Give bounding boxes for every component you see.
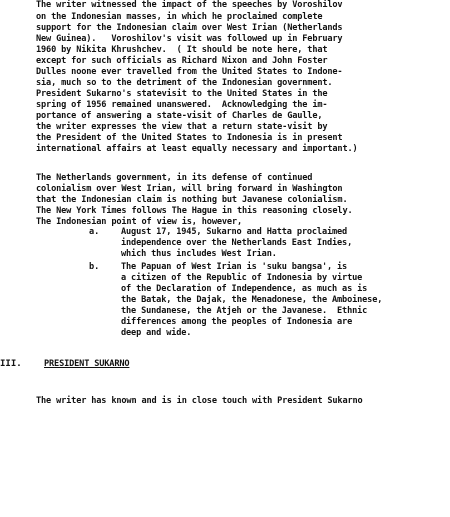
text-line: President Sukarno's statevisit to the United States in the	[36, 89, 328, 99]
list-item-label: a.	[89, 227, 100, 237]
text-line: The Indonesian point of view is, however,	[36, 217, 242, 227]
section-number: III.	[0, 359, 22, 369]
text-line: the Sundanese, the Atjeh or the Javanese. Ethnic	[121, 306, 368, 316]
text-line: sia, much so to the detriment of the Indonesian government.	[36, 78, 333, 88]
text-line: deep and wide.	[121, 328, 192, 338]
text-line: the writer expresses the view that a return state-visit by	[36, 122, 328, 132]
list-item-label: b.	[89, 262, 100, 272]
text-line: international affairs at least equally necessary and important.)	[36, 144, 358, 154]
text-line: the President of the United States to Indonesia is in present	[36, 133, 343, 143]
text-line: except for such officials as Richard Nixon and John Foster	[36, 56, 328, 66]
text-line: The writer witnessed the impact of the speeches by Voroshilov	[36, 0, 343, 10]
text-line: The Netherlands government, in its defense of continued	[36, 173, 313, 183]
text-line: spring of 1956 remained unanswered. Acknowledging the im-	[36, 100, 328, 110]
text-line: support for the Indonesian claim over West Irian (Netherlands	[36, 23, 343, 33]
text-line: on the Indonesian masses, in which he proclaimed complete	[36, 12, 323, 22]
text-line: that the Indonesian claim is nothing but Javanese colonialism.	[36, 195, 348, 205]
text-line: which thus includes West Irian.	[121, 249, 277, 259]
text-line: differences among the peoples of Indonesia are	[121, 317, 353, 327]
text-line: The New York Times follows The Hague in this reasoning closely.	[36, 206, 353, 216]
text-line: independence over the Netherlands East Indies,	[121, 238, 353, 248]
text-line: The Papuan of West Irian is 'suku bangsa', is	[121, 262, 348, 272]
text-line: New Guinea). Voroshilov's visit was followed up in February	[36, 34, 343, 44]
text-line: a citizen of the Republic of Indonesia by virtue	[121, 273, 363, 283]
text-line: The writer has known and is in close touch with President Sukarno	[36, 396, 363, 406]
text-line: of the Declaration of Independence, as much as is	[121, 284, 368, 294]
text-line: the Batak, the Dajak, the Menadonese, the Amboinese,	[121, 295, 383, 305]
text-line: Dulles noone ever travelled from the United States to Indone-	[36, 67, 343, 77]
text-line: 1960 by Nikita Khrushchev. ( It should be note here, that	[36, 45, 328, 55]
text-line: colonialism over West Irian, will bring forward in Washington	[36, 184, 343, 194]
text-line: portance of answering a state-visit of Charles de Gaulle,	[36, 111, 323, 121]
text-line: August 17, 1945, Sukarno and Hatta proclaimed	[121, 227, 348, 237]
section-title: PRESIDENT SUKARNO	[44, 359, 130, 369]
